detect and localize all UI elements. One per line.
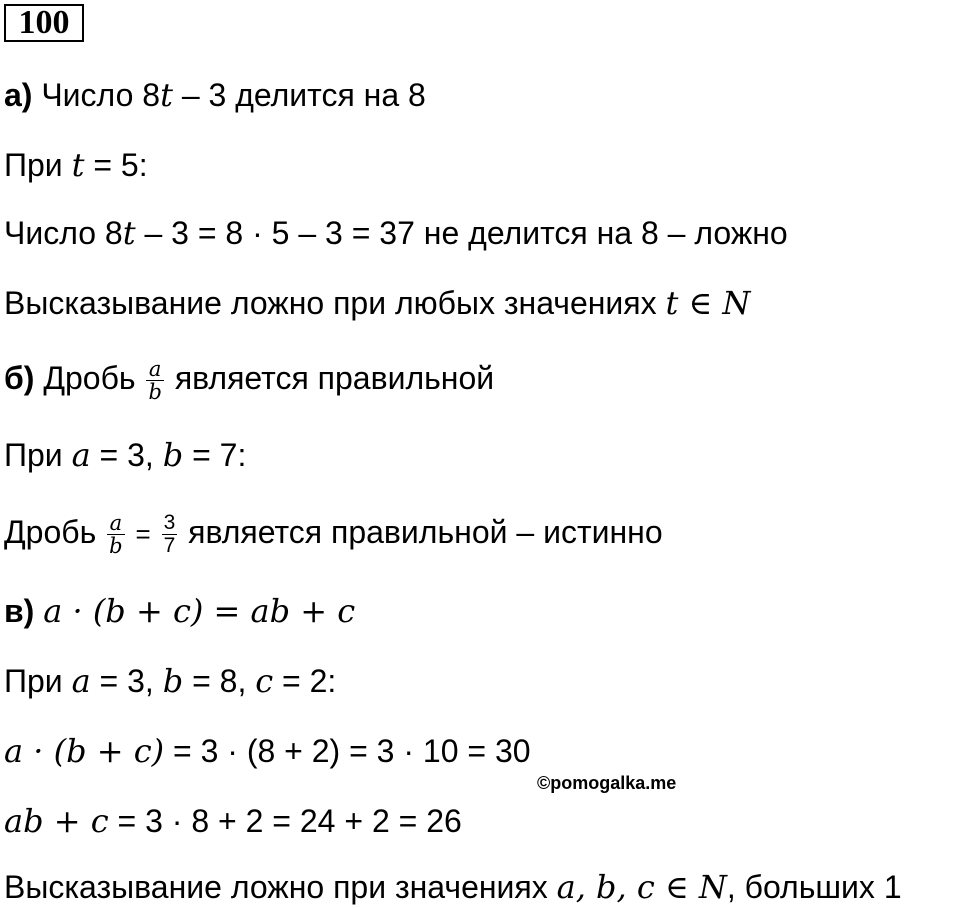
part-a-calc-post: – 3 = 8 · 5 – 3 = 37 не делится на 8 – ложно <box>135 215 788 251</box>
part-c-case-post: = 2: <box>273 663 337 699</box>
part-c-case <box>4 662 336 700</box>
part-c-left-expr: a · (b + c) <box>4 732 165 770</box>
part-c-case-var2: b <box>162 662 184 700</box>
fraction-denominator: b <box>109 534 123 558</box>
part-b-case-var2: b <box>162 436 184 474</box>
part-a-statement-post: – 3 делится на 8 <box>172 77 426 113</box>
part-b-calc-pre: Дробь <box>4 513 97 550</box>
part-c-statement <box>4 592 355 630</box>
part-c-case-var1: a <box>71 662 91 700</box>
part-b-case-post: = 7: <box>183 437 247 473</box>
part-a-calc-var: t <box>122 214 136 252</box>
part-b-calc-fraction <box>107 512 124 557</box>
part-a-statement-pre: Число 8 <box>41 77 161 113</box>
part-a-case-pre: При <box>4 147 72 183</box>
part-c-conclusion-math: a, b, c ∈ N <box>556 868 727 906</box>
part-b-label: б) <box>4 359 35 396</box>
fraction-numerator: a <box>146 358 163 381</box>
fraction-denominator: b <box>148 380 162 404</box>
part-a-case-var: t <box>71 146 85 184</box>
part-b-statement <box>4 358 494 403</box>
part-b-case <box>4 436 246 474</box>
part-b-calc-post: является правильной – истинно <box>188 513 663 550</box>
part-a-case <box>4 146 148 184</box>
fraction-numerator: a <box>107 512 124 535</box>
fraction-denominator: 7 <box>163 534 176 557</box>
part-a-conclusion <box>4 284 750 322</box>
part-b-calc-equals: = <box>135 518 151 549</box>
part-a-statement-var: t <box>160 76 173 114</box>
part-a-statement <box>4 76 426 114</box>
part-b-statement-post: является правильной <box>174 359 495 396</box>
part-c-conclusion-post: , больших 1 <box>726 869 902 905</box>
part-a-case-post: = 5: <box>84 147 148 183</box>
part-a-calculation <box>4 214 788 252</box>
part-a-label: а) <box>4 77 33 113</box>
part-b-value-fraction <box>162 512 178 557</box>
part-c-conclusion <box>4 868 902 906</box>
problem-number-box: 100 <box>4 4 84 42</box>
part-c-left-calculation <box>4 732 531 770</box>
part-c-right-expr: ab + c <box>4 802 109 840</box>
part-c-label: в) <box>4 593 35 629</box>
part-c-case-mid1: = 3, <box>90 663 163 699</box>
part-c-left-calc: = 3 · (8 + 2) = 3 · 10 = 30 <box>164 733 531 769</box>
part-c-case-pre: При <box>4 663 72 699</box>
part-c-case-var3: c <box>255 662 274 700</box>
part-b-statement-pre: Дробь <box>43 359 136 396</box>
part-a-calc-pre: Число 8 <box>4 215 123 251</box>
part-b-fraction <box>146 358 163 403</box>
watermark: ©pomogalka.me <box>537 773 677 793</box>
part-c-case-mid2: = 8, <box>183 663 256 699</box>
fraction-numerator: 3 <box>163 511 176 534</box>
part-a-conclusion-math: t ∈ N <box>665 284 751 322</box>
part-b-case-var1: a <box>71 436 91 474</box>
part-c-right-calc: = 3 · 8 + 2 = 24 + 2 = 26 <box>108 803 462 839</box>
part-b-case-pre: При <box>4 437 72 473</box>
part-c-right-calculation <box>4 802 462 840</box>
part-b-calculation <box>4 512 663 557</box>
part-b-case-mid: = 3, <box>90 437 163 473</box>
part-a-conclusion-text: Высказывание ложно при любых значениях <box>4 285 666 321</box>
part-c-statement-math: a · (b + c) = ab + c <box>43 592 356 630</box>
part-c-conclusion-text: Высказывание ложно при значениях <box>4 869 557 905</box>
